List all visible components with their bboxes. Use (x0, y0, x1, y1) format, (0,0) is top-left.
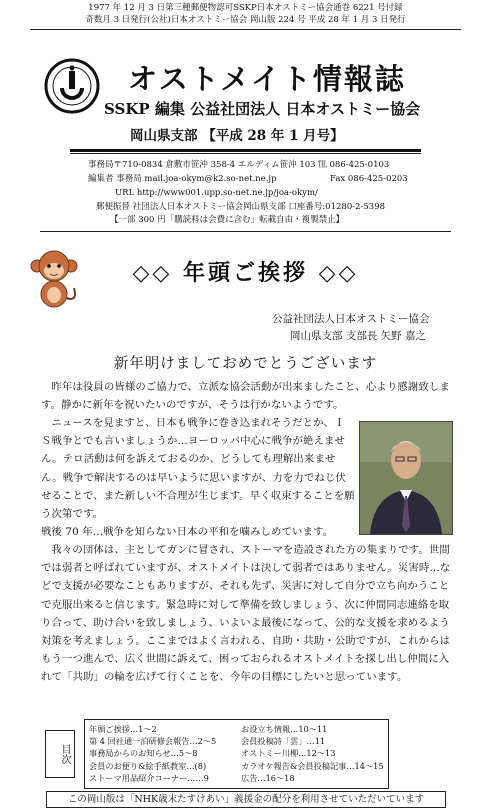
toc-label: 目次 (45, 730, 75, 778)
paragraph-3-text: 戦後 70 年…戦争を知らない日本の平和を噛みしめています。 (41, 526, 334, 538)
toc-item[interactable]: 第 4 回社通一泊研修会報告…2～5 (89, 736, 217, 747)
toc-right (241, 723, 384, 784)
page-title: オストメイト情報誌 (128, 62, 406, 96)
paragraph-2 (41, 414, 355, 523)
masthead-rule-thin (70, 153, 421, 154)
toc-item[interactable]: 広告…16～18 (241, 772, 295, 783)
paragraph-2-text: ニュースを見ますと、日本も戦争に巻き込まれそうだとか、ＩＳ戦争とでも言いましょうか…ヨーロッパ中心に戦争が絶えません。テロ活動は何を訴えておるのか、どうしても理解出来ません。戦争で解決するのは早いように思いますが、力を力でねじ伏せることで、また新しい不合理が生じます。早く収束することを願う次第です。 (41, 417, 355, 521)
author-org: 公益社団法人日本オストミー協会 (272, 313, 430, 325)
url-link[interactable]: URL http://www001.upp.so-net.ne.jp/joa-okym/ (115, 188, 318, 198)
masthead-line2: 奇数月 3 日発行(公社)日本オストミー協会 岡山版 224 号 平成 28 年 1 月 3 日発行 (85, 15, 406, 25)
price-line: 【一部 300 円「購読料は会費に含む」転載自由・複製禁止】 (110, 215, 345, 225)
article-heading: ◇◇ 年頭ご挨拶 ◇◇ (132, 260, 359, 286)
toc-item[interactable]: カラオケ報告&会員投稿記事…14～15 (241, 760, 384, 771)
greeting: 新年明けましておめでとうございます (113, 356, 378, 372)
paragraph-1-text: 昨年は役員の皆様のご協力で、立派な協会活動が出来ましたこと、心より感謝致します。静かに新年を祝いたいのですが、そうは行かないようです。 (41, 381, 450, 412)
subtitle: SSKP 編集 公益社団法人 日本オストミー協会 (104, 100, 421, 118)
toc-item[interactable]: オストミー川柳…12～13 (241, 748, 336, 759)
paragraph-1 (41, 378, 455, 414)
branch-issue: 岡山県支部 【平成 28 年 1 月号】 (130, 128, 344, 144)
masthead-rule (70, 149, 421, 152)
joa-logo-icon (44, 58, 100, 114)
toc-item[interactable]: お役立ち情報…10～11 (241, 724, 328, 734)
toc-item[interactable]: ストーマ用品紹介コーナー……9 (89, 772, 209, 783)
top-rule (30, 29, 461, 30)
paragraph-4 (41, 541, 455, 687)
toc-item[interactable]: 事務局からのお知らせ…5～8 (89, 748, 198, 759)
monkey-icon (28, 248, 80, 310)
contact-rule (40, 231, 451, 232)
toc-item[interactable]: 会員投稿詩「雲」…11 (241, 736, 326, 747)
toc-box (59, 719, 389, 789)
fax-line: Fax 086-425-0203 (330, 174, 408, 184)
transfer-line: 郵便振替 社団法人日本オストミー協会岡山県支部 口座番号:01280-2-5398 (96, 202, 386, 212)
paragraph-3 (41, 523, 455, 541)
person-icon (360, 422, 452, 534)
toc-item[interactable]: 会員のお便り&絵手紙教室…(8) (89, 760, 207, 771)
toc-item[interactable]: 年頭ご挨拶…1～2 (89, 724, 157, 734)
author-photo (359, 421, 453, 535)
office-address: 事務局〒710-0834 倉敷市笹沖 358-4 エルディム笹沖 103 ℡ 086-425-0103 (88, 160, 390, 170)
toc-left (89, 723, 216, 784)
monkey-illustration (28, 248, 80, 310)
author-name: 岡山県支部 支部長 矢野 嘉之 (290, 330, 427, 342)
paragraph-4-text: 我々の団体は、主としてガンに冒され、ストーマを造設された方の集まりです。世間では弱者と呼ばれていますが、オストメイトは決して弱者ではありません。災害時…などで支援が必要なこともありますが、それも先ず、災害に対して自分で立ち向かうことで克服出来ると信じます。緊急時に対して準備を致しましょう、次に仲間同志連絡を取り合って、助け合いを致しましょう、いよいよ最後になって、公的な支援を求めるよう対策を考えましょう。ここまではよく言われる、自助・共助・公助ですが、これからはもう一つ進んで、広く世間に訴えて、困っておられるオストメイトを探し出し仲間に入れて「共助」の輪を広げて行くことを、今年の目標にしたいと思っています。 (41, 544, 451, 684)
joa-logo (44, 58, 100, 114)
editor-line: 編集者 事務局 mail.joa-okym@k2.so-net.ne.jp (88, 174, 277, 184)
footer-note: この岡山版は「NHK歳末たすけあい」義援金の配分を利用させていただいています (46, 791, 446, 808)
masthead-line1: 1977 年 12 月 3 日第三種郵便物認可SSKP日本オストミー協会通巻 6221 号付録 (88, 3, 403, 13)
